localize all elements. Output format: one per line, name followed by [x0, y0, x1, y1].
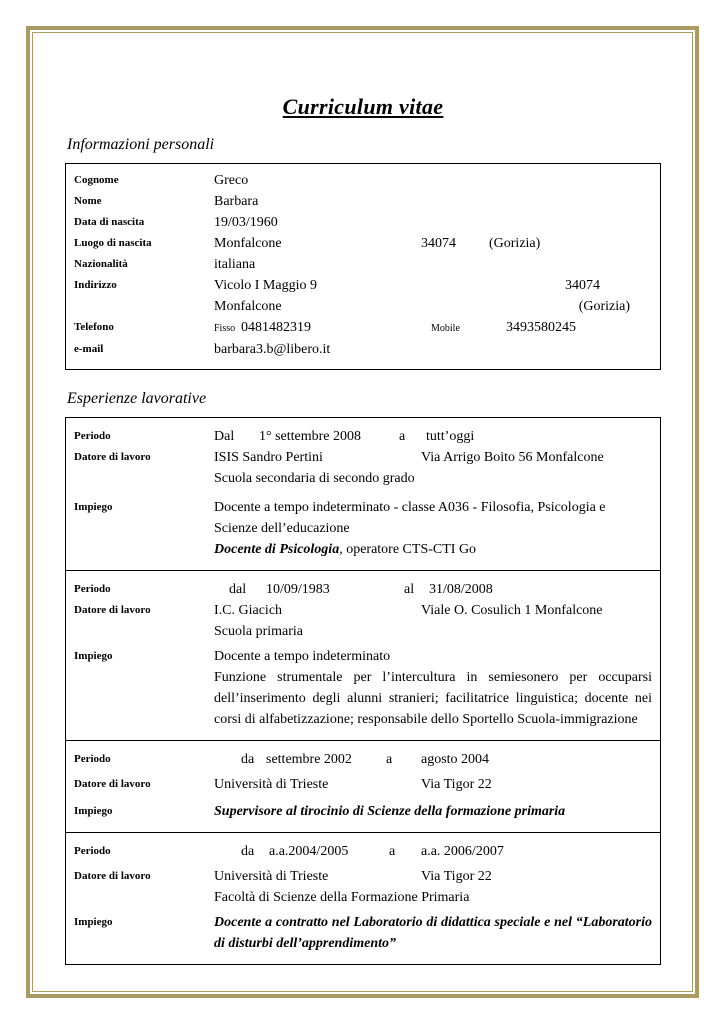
employer-address: Via Tigor 22	[421, 777, 492, 792]
job-role-bold: Docente di Psicologia	[214, 542, 340, 557]
job-description: Docente a tempo indeterminato - classe A036 - Filosofia, Psicologia e Scienze dell’educazione	[214, 500, 606, 536]
job-role	[214, 539, 660, 560]
employer-line	[214, 447, 660, 468]
periodo-end: a.a. 2006/2007	[421, 844, 504, 859]
row-nazionalita	[66, 254, 660, 275]
impiego-label: Impiego	[74, 916, 113, 928]
impiego-label: Impiego	[74, 501, 113, 513]
indirizzo-prov: (Gorizia)	[578, 299, 630, 314]
employer-name: ISIS Sandro Pertini	[214, 450, 323, 465]
periodo-to: a	[399, 429, 406, 444]
employer-name: Università di Trieste	[214, 869, 329, 884]
employer-line	[214, 774, 660, 795]
email-label: e-mail	[74, 343, 104, 355]
employer-address: Via Tigor 22	[421, 869, 492, 884]
employer-name: I.C. Giacich	[214, 603, 283, 618]
data-nascita-label: Data di nascita	[74, 216, 145, 228]
document-title: Curriculum vitae	[282, 94, 444, 119]
employer-detail: Facoltà di Scienze della Formazione Primaria	[214, 890, 470, 905]
nazionalita-label: Nazionalità	[74, 258, 128, 270]
employer-address: Via Arrigo Boito 56 Monfalcone	[421, 450, 604, 465]
datore-label: Datore di lavoro	[74, 604, 151, 616]
job-role-rest: , operatore CTS-CTI Go	[339, 542, 477, 557]
periodo-start: 1° settembre 2008	[259, 429, 362, 444]
work-entry-1	[66, 418, 660, 570]
indirizzo-cap: 34074	[565, 278, 600, 293]
telefono-label: Telefono	[74, 321, 114, 333]
impiego-label: Impiego	[74, 650, 113, 662]
indirizzo-label: Indirizzo	[74, 279, 117, 291]
employer-detail: Scuola primaria	[214, 624, 304, 639]
datore-label: Datore di lavoro	[74, 451, 151, 463]
fisso-number: 0481482319	[241, 320, 311, 335]
row-cognome	[66, 170, 660, 191]
nome-label: Nome	[74, 195, 102, 207]
employer-line	[214, 866, 660, 887]
periodo-start: 10/09/1983	[266, 582, 330, 597]
section-heading-personal: Informazioni personali	[67, 136, 215, 153]
periodo-end: tutt’oggi	[426, 429, 475, 444]
data-nascita-value: 19/03/1960	[214, 215, 278, 230]
luogo-cap: 34074	[421, 236, 456, 251]
periodo-value	[214, 426, 660, 447]
indirizzo-street: Vicolo I Maggio 9	[214, 278, 317, 293]
work-entry-2	[66, 570, 660, 740]
section-heading-work: Esperienze lavorative	[67, 390, 207, 407]
periodo-prefix: da	[241, 752, 255, 767]
employer-line	[214, 600, 660, 621]
periodo-prefix: da	[241, 844, 255, 859]
periodo-label: Periodo	[74, 430, 111, 442]
periodo-to: a	[389, 844, 396, 859]
work-experience-table	[65, 417, 661, 965]
datore-label: Datore di lavoro	[74, 870, 151, 882]
job-role: Docente a contratto nel Laboratorio di didattica speciale e nel “Laboratorio di disturbi dell’apprendimento”	[214, 915, 652, 951]
luogo-city: Monfalcone	[214, 236, 282, 251]
personal-info-table	[65, 163, 661, 370]
employer-address: Viale O. Cosulich 1 Monfalcone	[421, 603, 603, 618]
row-indirizzo-1	[66, 275, 660, 296]
periodo-value	[214, 579, 660, 600]
job-description: Docente a tempo indeterminato	[214, 649, 391, 664]
row-nome	[66, 191, 660, 212]
periodo-prefix: dal	[229, 582, 247, 597]
mobile-label: Mobile	[431, 323, 460, 334]
email-value: barbara3.b@libero.it	[214, 342, 331, 357]
indirizzo-city: Monfalcone	[214, 299, 282, 314]
periodo-to: a	[386, 752, 393, 767]
luogo-nascita-label: Luogo di nascita	[74, 237, 152, 249]
indirizzo-line2	[214, 296, 660, 317]
periodo-to: al	[404, 582, 415, 597]
row-telefono	[66, 317, 660, 339]
periodo-label: Periodo	[74, 753, 111, 765]
impiego-label: Impiego	[74, 805, 113, 817]
job-detail-paragraph: Funzione strumentale per l’intercultura in semiesonero per occuparsi dell’inserimento degli alunni stranieri; facilitatrice linguistica; docente nei corsi di alfabetizzazione; responsabile dello Sportello Scuola-immigrazione	[214, 670, 652, 727]
periodo-end: agosto 2004	[421, 752, 490, 767]
work-entry-3	[66, 740, 660, 832]
cognome-value: Greco	[214, 173, 249, 188]
periodo-prefix: Dal	[214, 429, 235, 444]
employer-detail: Scuola secondaria di secondo grado	[214, 471, 415, 486]
periodo-label: Periodo	[74, 583, 111, 595]
luogo-nascita-value	[214, 233, 660, 254]
row-indirizzo-2	[66, 296, 660, 317]
document-content	[65, 94, 661, 965]
row-data-nascita	[66, 212, 660, 233]
datore-label: Datore di lavoro	[74, 778, 151, 790]
periodo-value	[214, 841, 660, 862]
nome-value: Barbara	[214, 194, 259, 209]
row-luogo-nascita	[66, 233, 660, 254]
cognome-label: Cognome	[74, 174, 119, 186]
periodo-start: settembre 2002	[266, 752, 352, 767]
job-role: Supervisore al tirocinio di Scienze della formazione primaria	[214, 804, 566, 819]
periodo-value	[214, 749, 660, 770]
nazionalita-value: italiana	[214, 257, 256, 272]
mobile-number: 3493580245	[506, 320, 576, 335]
periodo-start: a.a.2004/2005	[269, 844, 349, 859]
indirizzo-line1	[214, 275, 660, 296]
work-entry-4	[66, 832, 660, 964]
periodo-end: 31/08/2008	[429, 582, 493, 597]
row-email	[66, 339, 660, 360]
periodo-label: Periodo	[74, 845, 111, 857]
luogo-prov: (Gorizia)	[489, 236, 541, 251]
telefono-value	[214, 317, 660, 339]
fisso-label: Fisso	[214, 323, 236, 334]
employer-name: Università di Trieste	[214, 777, 329, 792]
